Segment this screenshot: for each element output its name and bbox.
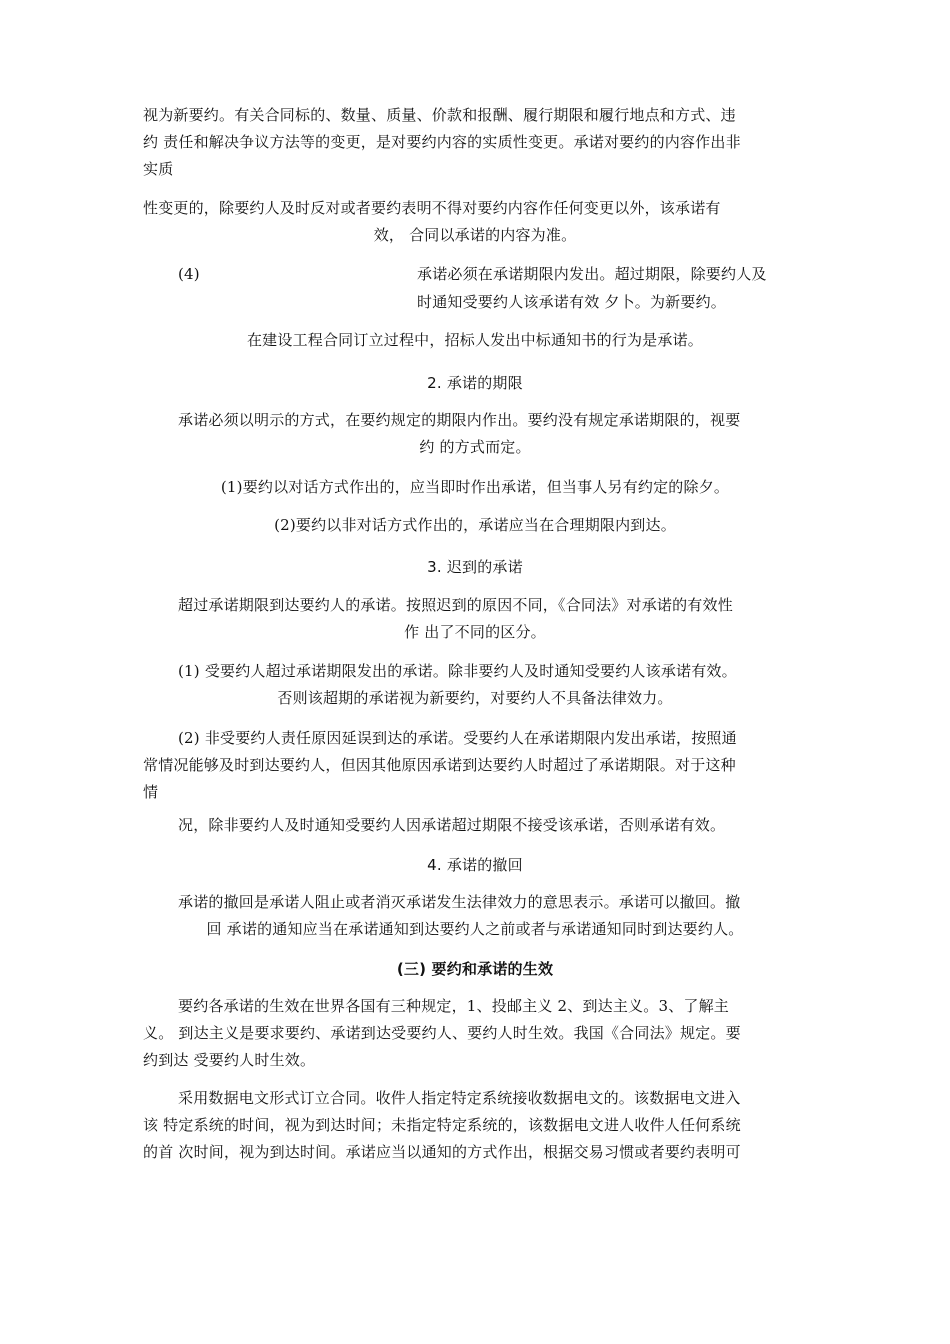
section3-item1-line2: 否则该超期的承诺视为新要约，对要约人不具备法律效力。: [277, 689, 673, 707]
section3-item2-line4: 况，除非要约人及时通知受要约人因承诺超过期限不接受该承诺，否则承诺有效。: [178, 816, 726, 834]
section3-item2-line3: 情: [143, 783, 159, 801]
section3-line2: 作 出了不同的区分。: [404, 623, 546, 641]
effect-p1-line3: 约到达 受要约人时生效。: [143, 1051, 316, 1069]
item4-number: (4): [178, 265, 200, 283]
effect-p2-line3: 的首 次时间，视为到达时间。承诺应当以通知的方式作出，根据交易习惯或者要约表明可: [143, 1143, 741, 1161]
effect-p2-line1: 采用数据电文形式订立合同。收件人指定特定系统接收数据电文的。该数据电文进入: [178, 1089, 741, 1107]
effect-p2-line2: 该 特定系统的时间，视为到达时间；未指定特定系统的，该数据电文进人收件人任何系统: [143, 1116, 741, 1134]
section4-heading: 4. 承诺的撤回: [427, 856, 523, 874]
section2-heading: 2. 承诺的期限: [427, 374, 523, 392]
section3-line1: 超过承诺期限到达要约人的承诺。按照迟到的原因不同，《合同法》对承诺的有效性: [178, 596, 733, 614]
para1-line3: 实质: [143, 160, 174, 178]
section2-line1: 承诺必须以明示的方式，在要约规定的期限内作出。要约没有规定承诺期限的，视要: [178, 411, 741, 429]
section3-item2-line1: (2) 非受要约人责任原因延误到达的承诺。受要约人在承诺期限内发出承诺，按照通: [178, 729, 737, 747]
item4-line1: 承诺必须在承诺期限内发出。超过期限，除要约人及: [417, 265, 767, 283]
section3-heading: 3. 迟到的承诺: [427, 558, 523, 576]
para1-line1: 视为新要约。有关合同标的、数量、质量、价款和报酬、履行期限和履行地点和方式、违: [143, 106, 736, 124]
item4-line2: 时通知受要约人该承诺有效 夕卜。为新要约。: [417, 293, 726, 311]
para2-line2: 效， 合同以承诺的内容为准。: [373, 226, 577, 244]
section2-item2: (2)要约以非对话方式作出的，承诺应当在合理期限内到达。: [274, 516, 676, 534]
section-three-heading: (三) 要约和承诺的生效: [396, 960, 554, 978]
section3-item2-line2: 常情况能够及时到达要约人，但因其他原因承诺到达要约人时超过了承诺期限。对于这种: [143, 756, 736, 774]
section4-line2: 回 承诺的通知应当在承诺通知到达要约人之前或者与承诺通知同时到达要约人。: [206, 920, 744, 938]
para2-line1: 性变更的，除要约人及时反对或者要约表明不得对要约内容作任何变更以外，该承诺有: [143, 199, 721, 217]
section3-item1-line1: (1) 受要约人超过承诺期限发出的承诺。除非要约人及时通知受要约人该承诺有效。: [178, 662, 737, 680]
effect-p1-line1: 要约各承诺的生效在世界各国有三种规定，1、投邮主义 2、到达主义。3、了解主: [178, 997, 730, 1015]
bid-notice-paragraph: 在建设工程合同订立过程中，招标人发出中标通知书的行为是承诺。: [246, 331, 703, 349]
section2-line2: 约 的方式而定。: [419, 438, 531, 456]
section4-line1: 承诺的撤回是承诺人阻止或者消灭承诺发生法律效力的意思表示。承诺可以撤回。撤: [178, 893, 741, 911]
para1-line2: 约 责任和解决争议方法等的变更，是对要约内容的实质性变更。承诺对要约的内容作出非: [143, 133, 741, 151]
section2-item1: (1)要约以对话方式作出的，应当即时作出承诺，但当事人另有约定的除夕。: [220, 478, 730, 496]
effect-p1-line2: 义。 到达主义是要求要约、承诺到达受要约人、要约人时生效。我国《合同法》规定。要: [143, 1024, 741, 1042]
